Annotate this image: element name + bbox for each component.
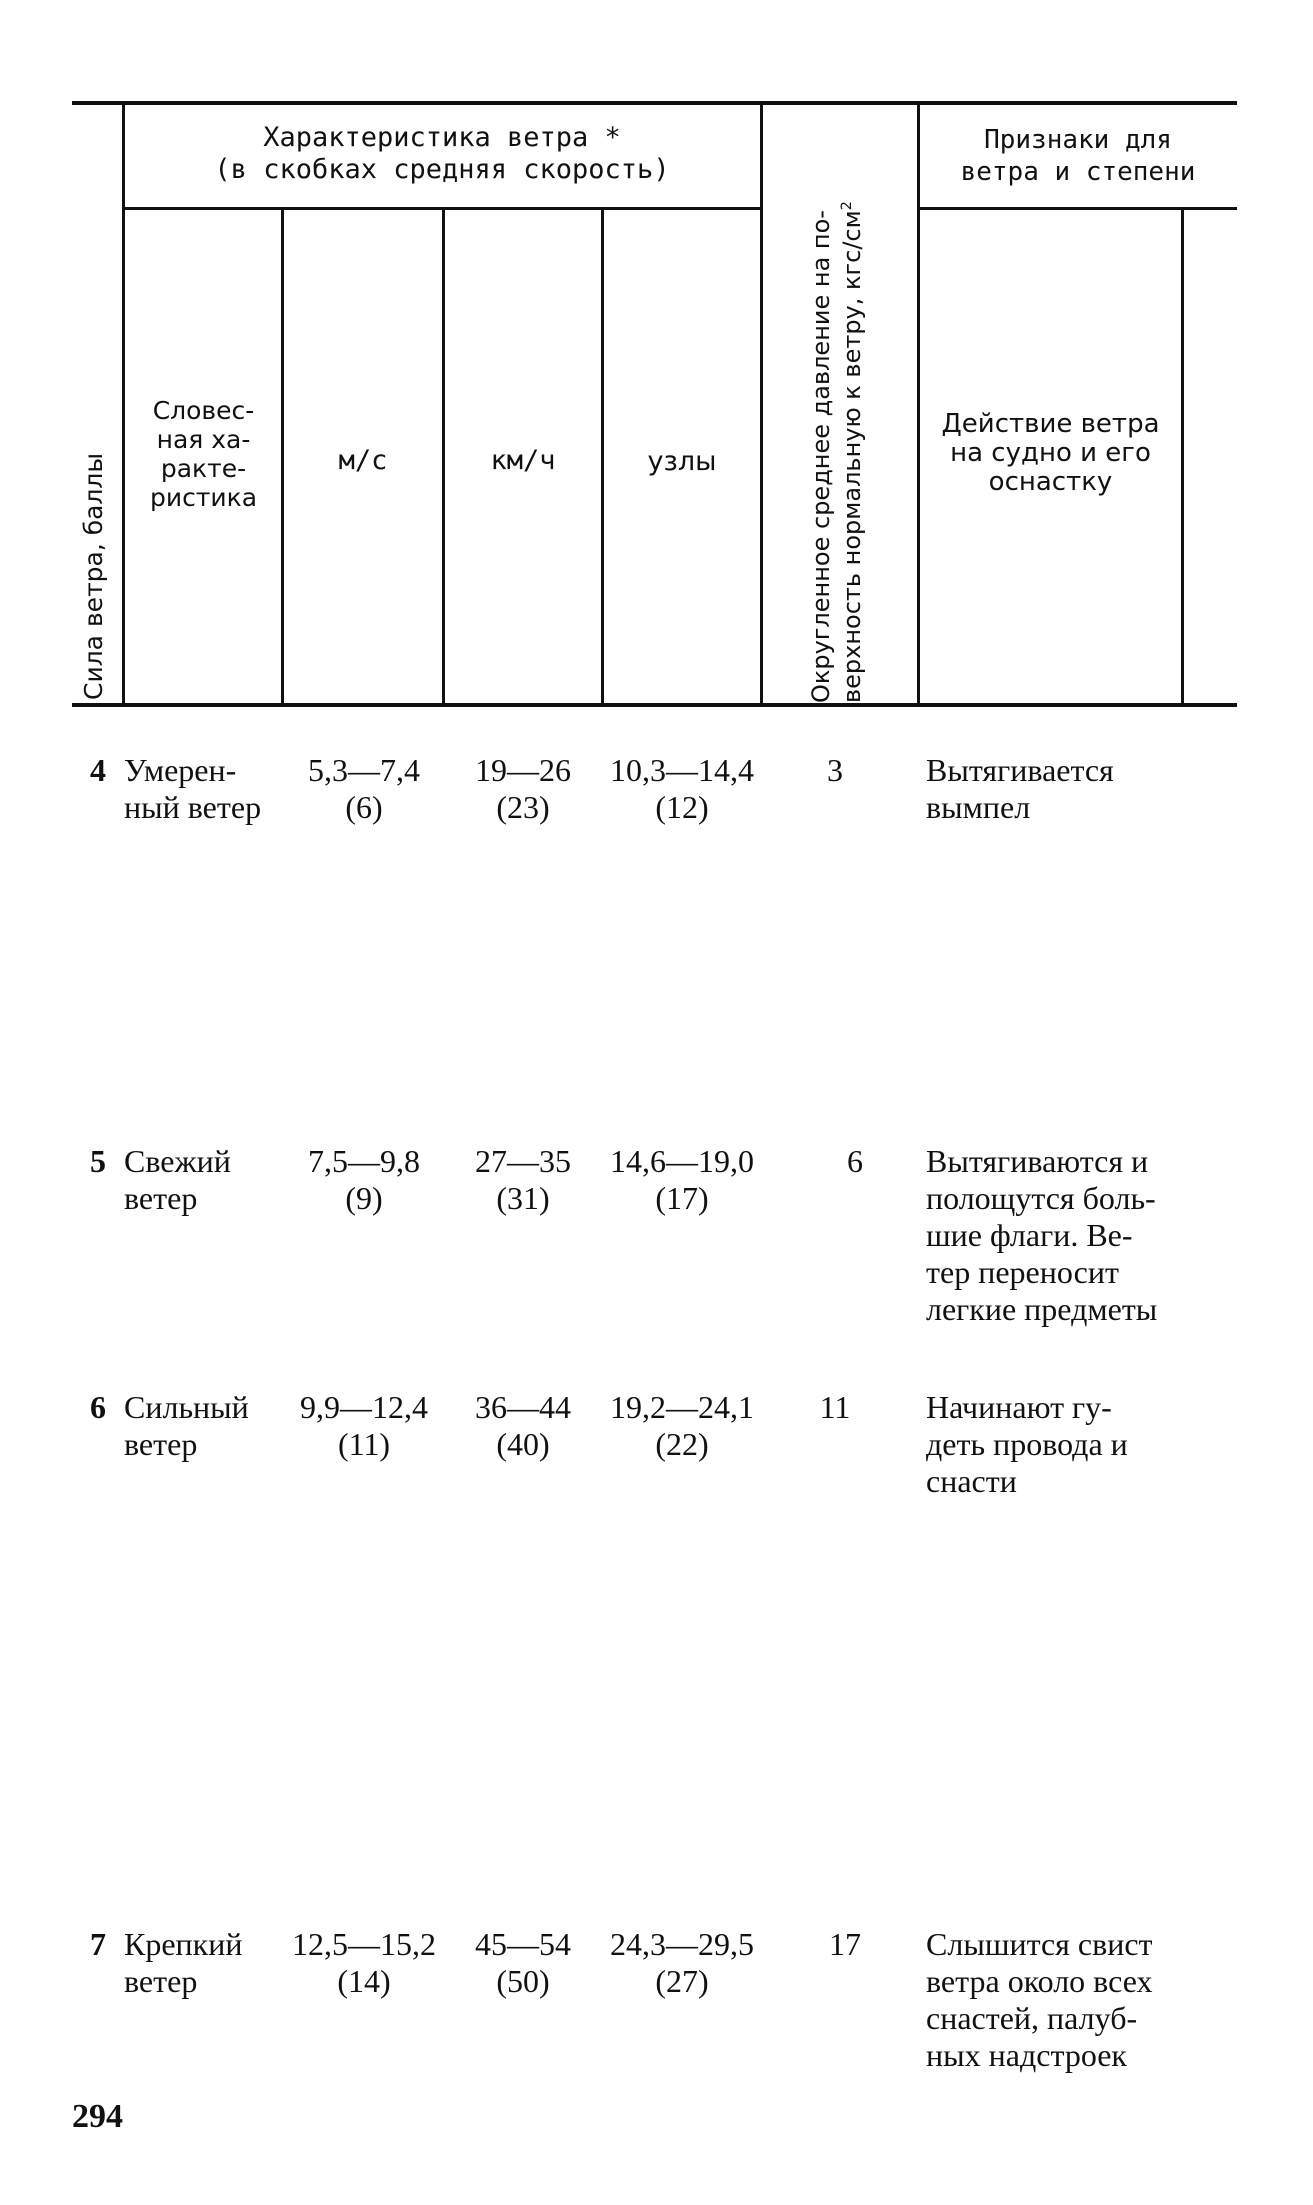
row-knots-range: 10,3—14,4 (610, 752, 754, 788)
row-knots-range: 24,3—29,5 (610, 1926, 754, 1962)
row-kmh (445, 1926, 601, 2000)
col-header-ms: м/с (338, 445, 388, 476)
row-knots (604, 1389, 760, 1463)
col-header-kmh: км/ч (490, 445, 556, 476)
row-verbal-line: Умерен- (124, 752, 237, 788)
row-verbal-line: Сильный (124, 1389, 249, 1425)
col-header-pressure-line1: Округленное среднее давление на по- (807, 210, 835, 703)
row-action (926, 1143, 1188, 1328)
row-kmh-avg: (23) (496, 789, 550, 825)
row-action-line: деть провода и (926, 1426, 1128, 1462)
row-ms-avg: (14) (337, 1963, 391, 1999)
row-action-line: полощутся боль- (926, 1180, 1156, 1216)
col-header-pressure-line2-text: верхность нормальную к ветру, кгс/см (838, 210, 866, 703)
row-knots-avg: (17) (655, 1180, 709, 1216)
row-kmh-avg: (40) (496, 1426, 550, 1462)
col-header-verbal-line: ристика (149, 483, 258, 512)
row-kmh-range: 19—26 (475, 752, 571, 788)
header-divider (760, 103, 763, 705)
group-header-wind-line2: (в скобках средняя скорость) (214, 154, 670, 185)
row-action (926, 1389, 1188, 1500)
col-header-action (920, 410, 1181, 497)
row-ms (284, 752, 444, 826)
row-ms-avg: (9) (345, 1180, 383, 1216)
table-top-rule (72, 101, 1237, 105)
row-action-line: ветра около всех (926, 1963, 1153, 1999)
row-verbal (124, 1389, 284, 1463)
row-verbal (124, 1926, 284, 2000)
row-pressure: 11 (819, 1389, 851, 1425)
row-action-line: снасти (926, 1463, 1017, 1499)
header-bottom-rule (72, 703, 1237, 707)
row-knots-range: 19,2—24,1 (610, 1389, 754, 1425)
row-knots-avg: (22) (655, 1426, 709, 1462)
row-action-line: легкие предметы (926, 1291, 1158, 1327)
col-header-verbal-line: Словес- (152, 396, 255, 425)
row-knots-avg: (27) (655, 1963, 709, 1999)
col-header-action-line: на судно и его (950, 438, 1151, 468)
row-ms-range: 12,5—15,2 (292, 1926, 436, 1962)
row-force: 7 (90, 1926, 106, 1962)
row-pressure: 3 (827, 752, 843, 788)
row-verbal-line: ветер (124, 1180, 198, 1216)
col-header-verbal-line: ракте- (160, 454, 247, 483)
row-ms (284, 1389, 444, 1463)
row-ms-avg: (6) (345, 789, 383, 825)
row-ms (284, 1926, 444, 2000)
row-verbal-line: ный ветер (124, 789, 262, 825)
row-knots (604, 1926, 760, 2000)
row-action-line: тер переносит (926, 1254, 1119, 1290)
row-ms-range: 7,5—9,8 (308, 1143, 420, 1179)
row-knots (604, 752, 760, 826)
col-header-pressure-sup: 2 (839, 201, 855, 211)
col-header-knots: узлы (647, 446, 717, 477)
row-verbal-line: Крепкий (124, 1926, 243, 1962)
row-action-line: Вытягиваются и (926, 1143, 1149, 1179)
row-kmh-range: 27—35 (475, 1143, 571, 1179)
col-header-pressure-line2 (837, 201, 868, 703)
row-force: 5 (90, 1143, 106, 1179)
row-action (926, 1926, 1188, 2074)
group-header-wind (124, 122, 760, 186)
row-action-line: вымпел (926, 789, 1031, 825)
row-knots (604, 1143, 760, 1217)
row-kmh (445, 1143, 601, 1217)
col-header-force: Сила ветра, баллы (79, 452, 108, 700)
row-kmh-avg: (31) (496, 1180, 550, 1216)
row-action-line: снастей, палуб- (926, 2000, 1138, 2036)
row-verbal (124, 1143, 284, 1217)
col-header-action-line: Действие ветра (941, 409, 1160, 439)
row-verbal-line: ветер (124, 1426, 198, 1462)
header-divider (122, 103, 125, 705)
row-ms (284, 1143, 444, 1217)
group-header-signs-line2: ветра и степени (960, 157, 1196, 187)
row-kmh (445, 752, 601, 826)
row-action-line: ных надстроек (926, 2037, 1127, 2073)
row-verbal-line: ветер (124, 1963, 198, 1999)
row-knots-range: 14,6—19,0 (610, 1143, 754, 1179)
row-action (926, 752, 1188, 826)
row-action-line: Вытягивается (926, 752, 1114, 788)
group-header-signs-line1: Признаки для (984, 125, 1172, 155)
header-group-rule-right (918, 207, 1237, 210)
row-kmh-range: 36—44 (475, 1389, 571, 1425)
row-action-line: шие флаги. Ве- (926, 1217, 1133, 1253)
row-pressure: 17 (829, 1926, 861, 1962)
row-ms-avg: (11) (337, 1426, 391, 1462)
row-pressure: 6 (847, 1143, 863, 1179)
row-verbal (124, 752, 284, 826)
row-action-line: Начинают гу- (926, 1389, 1112, 1425)
row-kmh-range: 45—54 (475, 1926, 571, 1962)
col-header-verbal-line: ная ха- (156, 425, 251, 454)
col-header-verbal (126, 396, 281, 512)
row-force: 4 (90, 752, 106, 788)
group-header-signs (919, 124, 1237, 188)
row-knots-avg: (12) (655, 789, 709, 825)
header-divider (917, 103, 920, 705)
row-action-line: Слышится свист (926, 1926, 1153, 1962)
col-header-action-line: оснастку (988, 467, 1113, 497)
row-kmh (445, 1389, 601, 1463)
page-number: 294 (72, 2098, 123, 2135)
row-kmh-avg: (50) (496, 1963, 550, 1999)
header-divider (1181, 208, 1184, 705)
row-verbal-line: Свежий (124, 1143, 231, 1179)
row-ms-range: 5,3—7,4 (308, 752, 420, 788)
row-ms-range: 9,9—12,4 (300, 1389, 428, 1425)
row-force: 6 (90, 1389, 106, 1425)
col-header-pressure (806, 201, 868, 703)
group-header-wind-line1: Характеристика ветра * (263, 122, 621, 153)
